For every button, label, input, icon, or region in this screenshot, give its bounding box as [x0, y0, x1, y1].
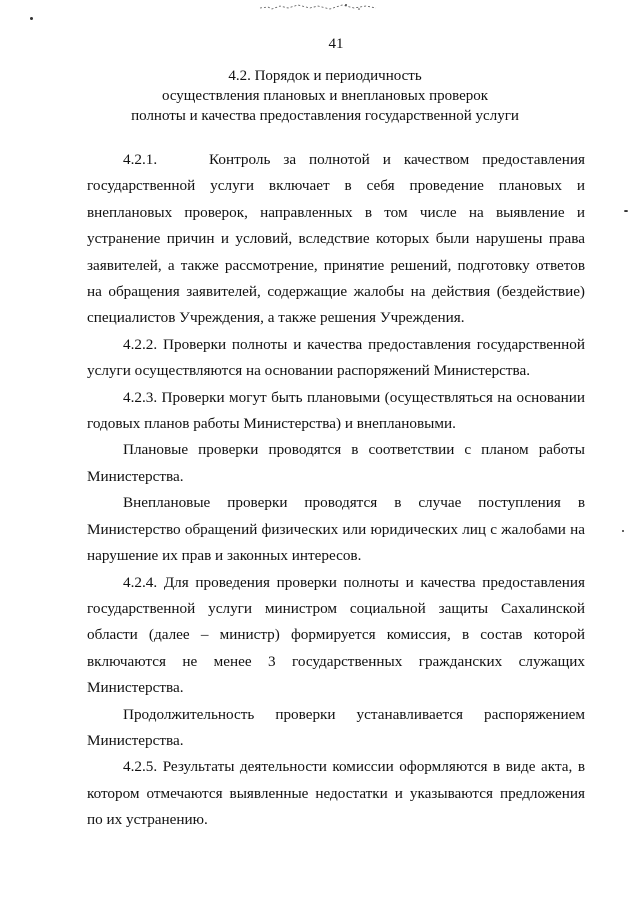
- heading-line: полноты и качества предоставления государственной услуги: [131, 108, 519, 124]
- scan-speck: [30, 17, 33, 20]
- scan-speck: [624, 210, 628, 212]
- paragraph-4-2-1: 4.2.1. Контроль за полнотой и качеством предоставления государственной услуги включает в себя проведение плановых и внеплановых проверок, направленных в том числе на выявление и устранение причин и условий, вследствие которых были нарушены права заявителей, а также рассмотрение, принятие решений, подготовку ответов на обращения заявителей, содержащие жалобы на действия (бездействие) специалистов Учреждения, а также решения Учреждения.: [87, 151, 585, 327]
- scan-speck: [622, 530, 624, 532]
- paragraph-4-2-3: 4.2.3. Проверки могут быть плановыми (осуществляться на основании годовых планов работы Министерства) и внеплановыми.: [87, 388, 585, 433]
- section-heading: [80, 66, 570, 126]
- heading-line: 4.2. Порядок и периодичность: [228, 68, 422, 84]
- paragraph-4-2-4: 4.2.4. Для проведения проверки полноты и качества предоставления государственной услуги министром социальной защиты Сахалинской области (далее – министр) формируется комиссия, в состав которой включаются не менее 3 государственных гражданских служащих Министерства.: [87, 573, 585, 697]
- scan-artifact: [258, 2, 378, 12]
- paragraph-planned-checks: Плановые проверки проводятся в соответствии с планом работы Министерства.: [87, 441, 585, 485]
- paragraph-unplanned-checks: Внеплановые проверки проводятся в случае поступления в Министерство обращений физических или юридических лиц с жалобами на нарушение их прав и законных интересов.: [87, 494, 585, 565]
- paragraph-duration: Продолжительность проверки устанавливается распоряжением Министерства.: [87, 705, 585, 749]
- heading-line: осуществления плановых и внеплановых проверок: [161, 88, 489, 104]
- paragraph-4-2-5: 4.2.5. Результаты деятельности комиссии оформляются в виде акта, в котором отмечаются выявленные недостатки и указываются предложения по их устранению.: [87, 758, 585, 829]
- paragraph-4-2-2: 4.2.2. Проверки полноты и качества предоставления государственной услуги осуществляются на основании распоряжений Министерства.: [87, 335, 585, 380]
- document-body: [87, 147, 585, 834]
- page-number: 41: [328, 36, 344, 52]
